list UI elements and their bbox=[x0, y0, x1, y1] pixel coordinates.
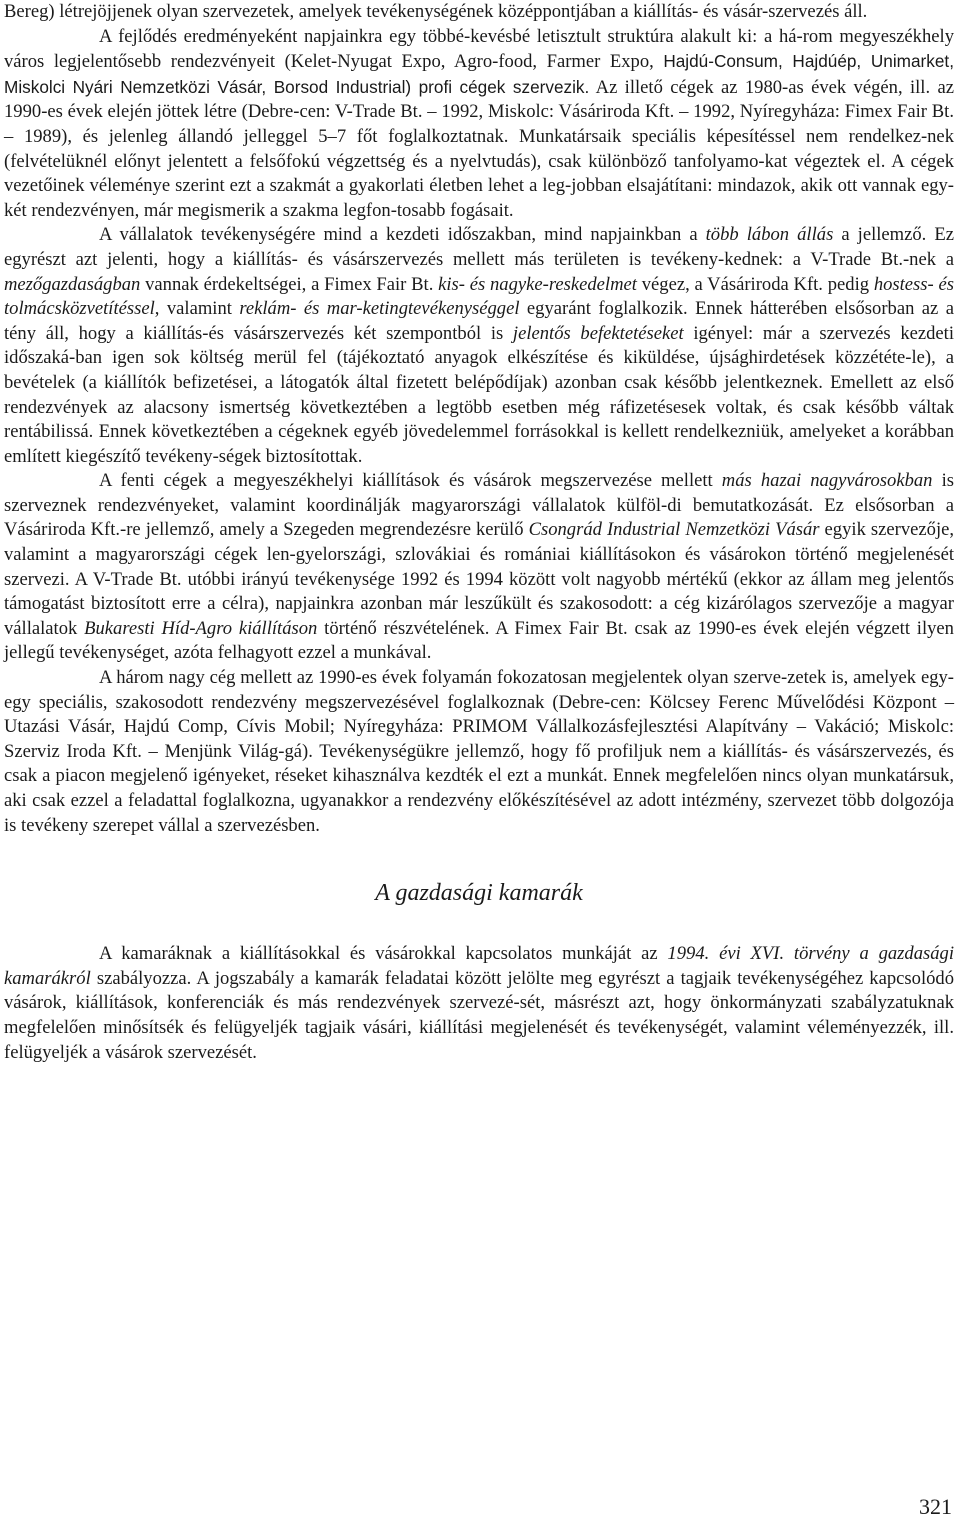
paragraph-4 bbox=[4, 469, 954, 666]
paragraph-text: A fejlődés eredményeként napjainkra egy többé-kevésbé letisztult struktúra alakult ki: a há-rom megyeszékhely város legjelentősebb rendezvényeit (Kelet-Nyugat Expo, Agro-food, Farmer Expo, bbox=[4, 25, 954, 73]
paragraph-text: A kamaráknak a kiállításokkal és vásárokkal kapcsolatos munkáját az bbox=[99, 943, 668, 965]
paragraph-text: egyaránt foglalkozik. Ennek hátterében elsősorban az a tény áll, hogy a kiállítás-és vásárszervezés két szempontból is bbox=[4, 298, 954, 344]
paragraph-text: szabályozza. A jogszabály a kamarák feladatai között jelölte meg egyrészt a tagjaik tevékenységéhez kapcsolódó vásárok, kiállítások, konferenciák és más rendezvények szervezé-sét, másrészt azt, hogy önkormányzati szabályzatuknak megfelelően minősítsék és felügyeljék tagjaik vásári, kiállítási megjelenését és tevékenységét, valamint véleményezzék, ill. felügyeljék a vásárok szervezését. bbox=[4, 967, 954, 1063]
section-heading: A gazdasági kamarák bbox=[375, 880, 583, 907]
paragraph-text: igényel: már a szervezés kezdeti időszaká-ban igen sok költség merül fel (tájékoztató anyagok elkészítése és kiküldése, újsághirdetések közzététe-le), a bevételek (a kiállítók befizetései, a látogatók által fizetett belépődíjak) azonban csak később jelentkeznek. Emellett az első rendezvények az alacsony ismertség következtében a legtöbb esetben még ráfizetésesek voltak, és csak később váltak rentábilissá. Ennek következtében a cégeknek egyéb jövedelemmel forrásokkal is kellett rendelkezniük, amelyeket a korábban említett kiegészítő tevékeny-ségek biztosítottak. bbox=[4, 322, 954, 467]
paragraph-5 bbox=[4, 666, 954, 838]
paragraph-text: végez, a Vásáriroda Kft. pedig bbox=[636, 273, 874, 295]
italic-term: mezőgazdaságban bbox=[4, 273, 141, 295]
paragraph-text: Az illető cégek az 1980-as évek végén, ill. az 1990-es évek elején jöttek létre (Debre-cen: V-Trade Bt. – 1992, Miskolc: Vásáriroda Kft. – 1992, Nyíregyháza: Fimex Fair Bt. – 1989), és jelenleg állandó jelleggel 5–7 főt foglalkoztatnak. Munkatársaik speciális képesítéssel nem rendelkez-nek (felvételüknél előnyt jelentett a felsőfokú végzettség és a nyelvtudás), csak különböző tanfolyamo-kat végeztek el. A cégek vezetőinek véleménye szerint ezt a szakmát a gyakorlati életben lehet a leg-jobban elsajátítani: mindazok, akik ott vannak egy-két rendezvényen, már megismerik a szakma legfon-tosabb fogásait. bbox=[4, 76, 954, 221]
paragraph-text: történő részvételének. A Fimex Fair Bt. csak az 1990-es évek elején végzett ilyen jellegű tevékenységet, azóta felhagyott ezzel a munkával. bbox=[4, 617, 954, 664]
italic-term: több lábon állás bbox=[705, 224, 834, 246]
paragraph-1 bbox=[4, 0, 954, 25]
paragraph-2 bbox=[4, 25, 954, 224]
italic-term: 1994. évi XVI. törvény a gazdasági kamarákról bbox=[4, 943, 954, 989]
paragraph-text: Bereg) létrejöjjenek olyan szervezetek, amelyek tevékenységének középpontjában a kiállítás- és vásár-szervezés áll. bbox=[4, 1, 868, 22]
paragraph-text: , valamint bbox=[154, 298, 240, 320]
italic-term: kis- és nagyke-reskedelmet bbox=[438, 273, 637, 295]
paragraph-text: is szerveznek rendezvényeket, valamint koordinálják magyarországi vállalatok külföl-di bemutatkozását. Ez elsősorban a Vásáriroda Kft.-re jellemző, amely a Szegeden megrendezésre kerülő bbox=[4, 470, 954, 541]
paragraph-text: a jellemző. Ez egyrészt azt jelenti, hogy a kiállítás- és vásárszervezés mellett más területen is tevékeny-kednek: a V-Trade Bt.-nek a bbox=[4, 224, 954, 270]
paragraph-text: A három nagy cég mellett az 1990-es évek folyamán fokozatosan megjelentek olyan szerve-zetek is, amelyek egy-egy speciális, szakosodott rendezvény megszervezésével foglalkoznak (Debre-cen: Kölcsey Ferenc Művelődési Központ – Utazási Vásár, Hajdú Comp, Cívis Mobil; Nyíregyháza: PRIMOM Vállalkozásfejlesztési Alapítvány – Vakáció; Miskolc: Szerviz Iroda Kft. – Menjünk Világ-gá). Tevékenységükre jellemző, hogy fő profiljuk nem a kiállítás- és vásárszervezés, és csak a piacon megjelenő igényeket, réseket kihasználva kezdték el ezt a munkát. Ennek megfelelően nincs olyan munkatársuk, aki csak ezzel a feladattal foglalkozna, ugyanakkor a rendezvény előkészítésével az adott intézmény, szervezet több dolgozója is tevékeny szerepet vállal a szervezésben. bbox=[4, 667, 954, 836]
document-page bbox=[4, 0, 954, 1065]
paragraph-3 bbox=[4, 223, 954, 469]
paragraph-text: vannak érdekeltségei, a Fimex Fair Bt. bbox=[140, 273, 439, 295]
italic-term: Bukaresti Híd-Agro kiállításon bbox=[84, 617, 318, 639]
paragraph-text: egyik szervezője, valamint a magyarországi cégek len-gyelországi, szlovákiai és romániai kiállításokon és vásárokon történő megjelenését szervezi. A V-Trade Bt. utóbbi irányú tevékenysége 1992 és 1994 között volt nagyobb mértékű (ekkor az állam meg jelentős támogatást biztosított erre a célra), napjainkra azonban már leszűkült és szakosodott: a cég kizárólagos szervezője a magyar vállalatok bbox=[4, 519, 955, 639]
italic-term: Csongrád Industrial Nemzetközi Vásár bbox=[528, 519, 820, 541]
italic-term: hostess- és tolmácsközvetítéssel bbox=[4, 273, 954, 320]
italic-term: reklám- és mar-ketingtevékenységgel bbox=[239, 298, 520, 320]
page-number: 321 bbox=[919, 1494, 952, 1519]
italic-term: jelentős befektetéseket bbox=[512, 322, 684, 344]
paragraph-6 bbox=[4, 942, 954, 1065]
paragraph-text: A vállalatok tevékenységére mind a kezdeti időszakban, mind napjainkban a bbox=[99, 224, 706, 246]
paragraph-text: A fenti cégek a megyeszékhelyi kiállítások és vásárok megszervezése mellett bbox=[99, 470, 722, 492]
italic-term: más hazai nagyvárosokban bbox=[721, 470, 933, 492]
paragraph-text-sans: Hajdú-Consum, Hajdúép, Unimarket, Miskolci Nyári Nemzetközi Vásár, Borsod Industrial) profi cégek szervezik. bbox=[4, 51, 954, 97]
